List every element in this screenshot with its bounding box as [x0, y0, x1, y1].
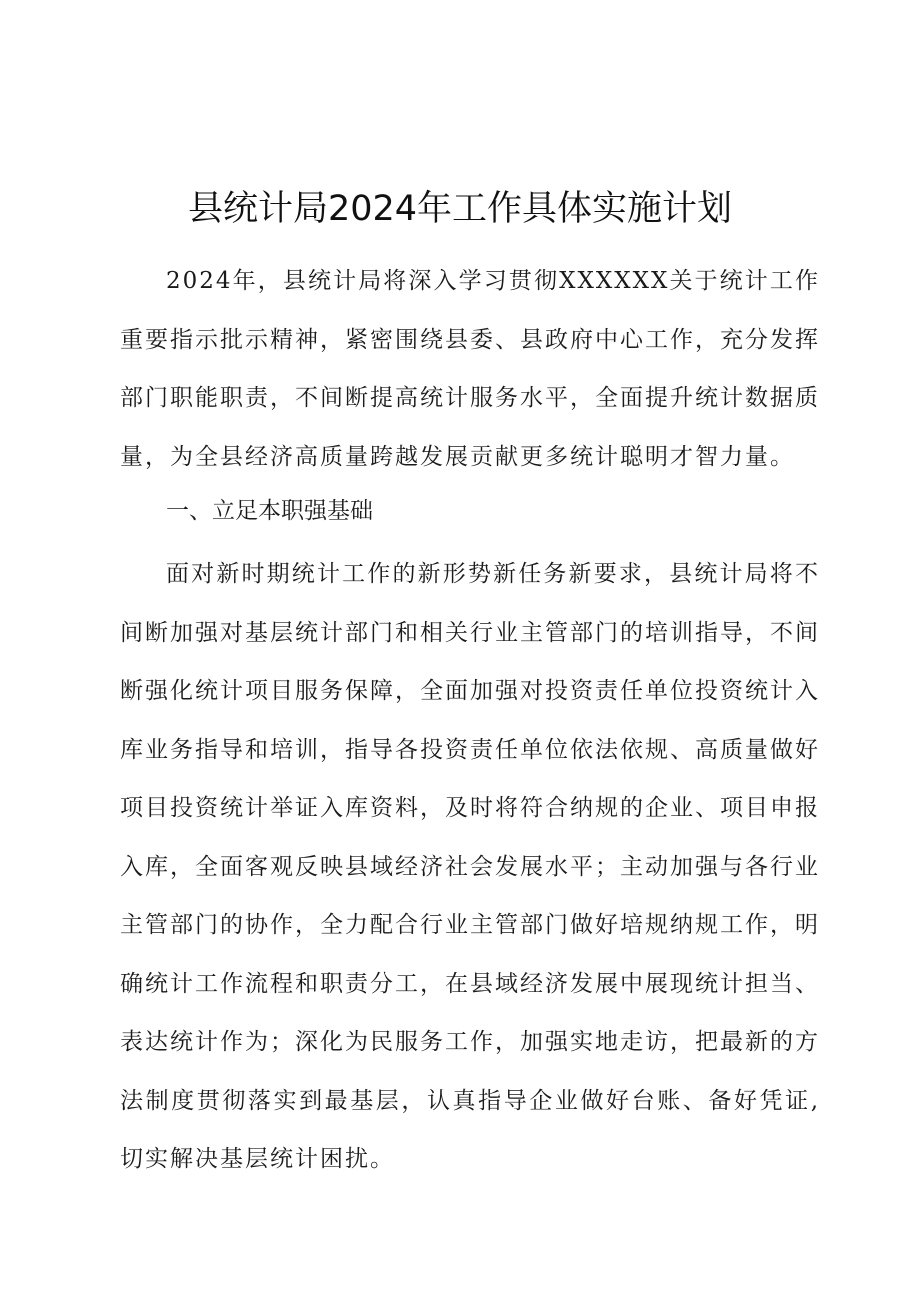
section-paragraph-1: 面对新时期统计工作的新形势新任务新要求，县统计局将不间断加强对基层统计部门和相关行业主管部门的培训指导，不间断强化统计项目服务保障，全面加强对投资责任单位投资统计入库业务指导和培训，指导各投资责任单位依法依规、高质量做好项目投资统计举证入库资料，及时将符合纳规的企业、项目申报入库，全面客观反映县域经济社会发展水平；主动加强与各行业主管部门的协作，全力配合行业主管部门做好培规纳规工作，明确统计工作流程和职责分工，在县域经济发展中展现统计担当、表达统计作为；深化为民服务工作，加强实地走访，把最新的方法制度贯彻落实到最基层，认真指导企业做好台账、备好凭证,切实解决基层统计困扰。: [120, 561, 820, 1172]
section-heading-1: 一、立足本职强基础: [166, 498, 373, 524]
document-title: 县统计局2024年工作具体实施计划: [187, 189, 733, 230]
intro-paragraph: 2024年，县统计局将深入学习贯彻XXXXXX关于统计工作重要指示批示精神，紧密围绕县委、县政府中心工作，充分发挥部门职能职责，不间断提高统计服务水平，全面提升统计数据质量，为全县经济高质量跨越发展贡献更多统计聪明才智力量。: [120, 268, 820, 470]
